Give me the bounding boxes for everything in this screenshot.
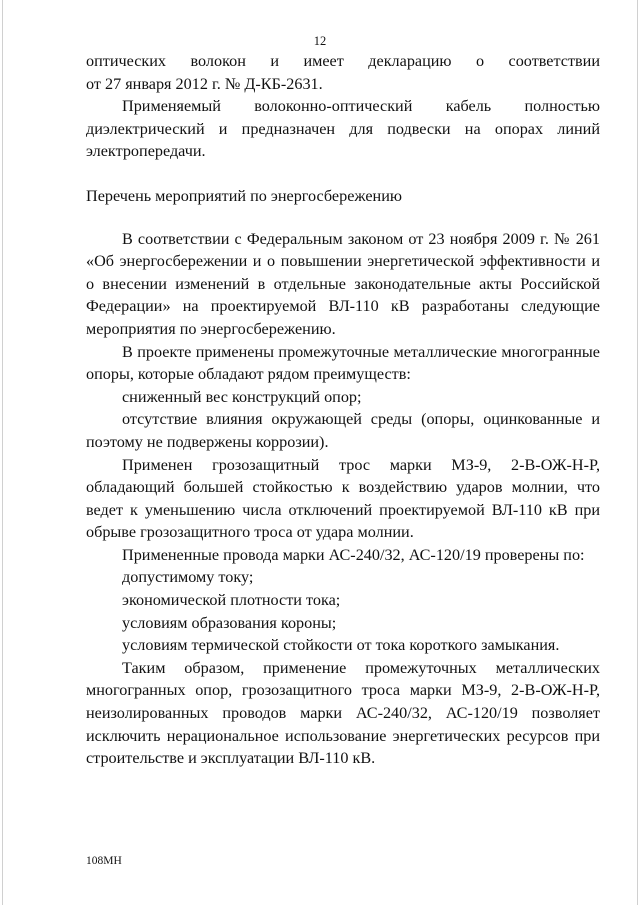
page-edge-right: [637, 0, 638, 905]
text-line: диэлектрический и предназначен для подвески на опорах линий: [86, 119, 600, 138]
text-line: Применяемый волоконно-оптический кабель полностью: [122, 97, 600, 116]
page-number: 12: [313, 34, 327, 48]
text-line: оптических волокон и имеет декларацию о соответствии: [86, 52, 600, 70]
footer-code: 108МН: [86, 855, 122, 867]
paragraph-cable: Применен грозозащитный трос марки МЗ-9, 2-В-ОЖ-Н-Р, обладающий большей стойкостью к воздействию ударов молнии, что ведет к уменьшению числа отключений проектируемой ВЛ-110 кВ при обрыве грозозащитного троса от удара молнии.: [86, 455, 600, 542]
list-item: отсутствие влияния окружающей среды (опоры, оцинкованные и поэтому не подвержены коррозии).: [86, 410, 600, 451]
paragraph-wires: Примененные провода марки АС-240/32, АС-120/19 проверены по:: [122, 545, 585, 564]
list-item: условиям образования короны;: [122, 613, 337, 632]
paragraph-conclusion: Таким образом, применение промежуточных металлических многогранных опор, грозозащитного троса марки МЗ-9, 2-В-ОЖ-Н-Р, неизолированных проводов марки АС-240/32, АС-120/19 позволяет исключить нерациональное использование энергетических ресурсов при строительстве и эксплуатации ВЛ-110 кВ.: [86, 658, 600, 768]
section-heading: Перечень мероприятий по энергосбережению: [86, 186, 402, 205]
list-item: условиям термической стойкости от тока короткого замыкания.: [122, 636, 560, 655]
page-edge-left: [2, 0, 3, 905]
text-line: от 27 января 2012 г. № Д-КБ-2631.: [86, 74, 323, 93]
document-body: [86, 50, 600, 770]
list-item: допустимому току;: [122, 568, 254, 587]
text-line: электропередачи.: [86, 142, 206, 161]
list-item: экономической плотности тока;: [122, 591, 341, 610]
paragraph-law: В соответствии с Федеральным законом от 23 ноября 2009 г. № 261 «Об энергосбережении и о повышении энергетической эффективности и о внесении изменений в отдельные законодательные акты Российской Федерации» на проектируемой ВЛ-110 кВ разработаны следующие мероприятия по энергосбережению.: [86, 229, 600, 338]
paragraph-supports: В проекте применены промежуточные металлические многогранные опоры, которые обладают рядом преимуществ:: [86, 342, 600, 384]
list-item: сниженный вес конструкций опор;: [122, 387, 362, 406]
